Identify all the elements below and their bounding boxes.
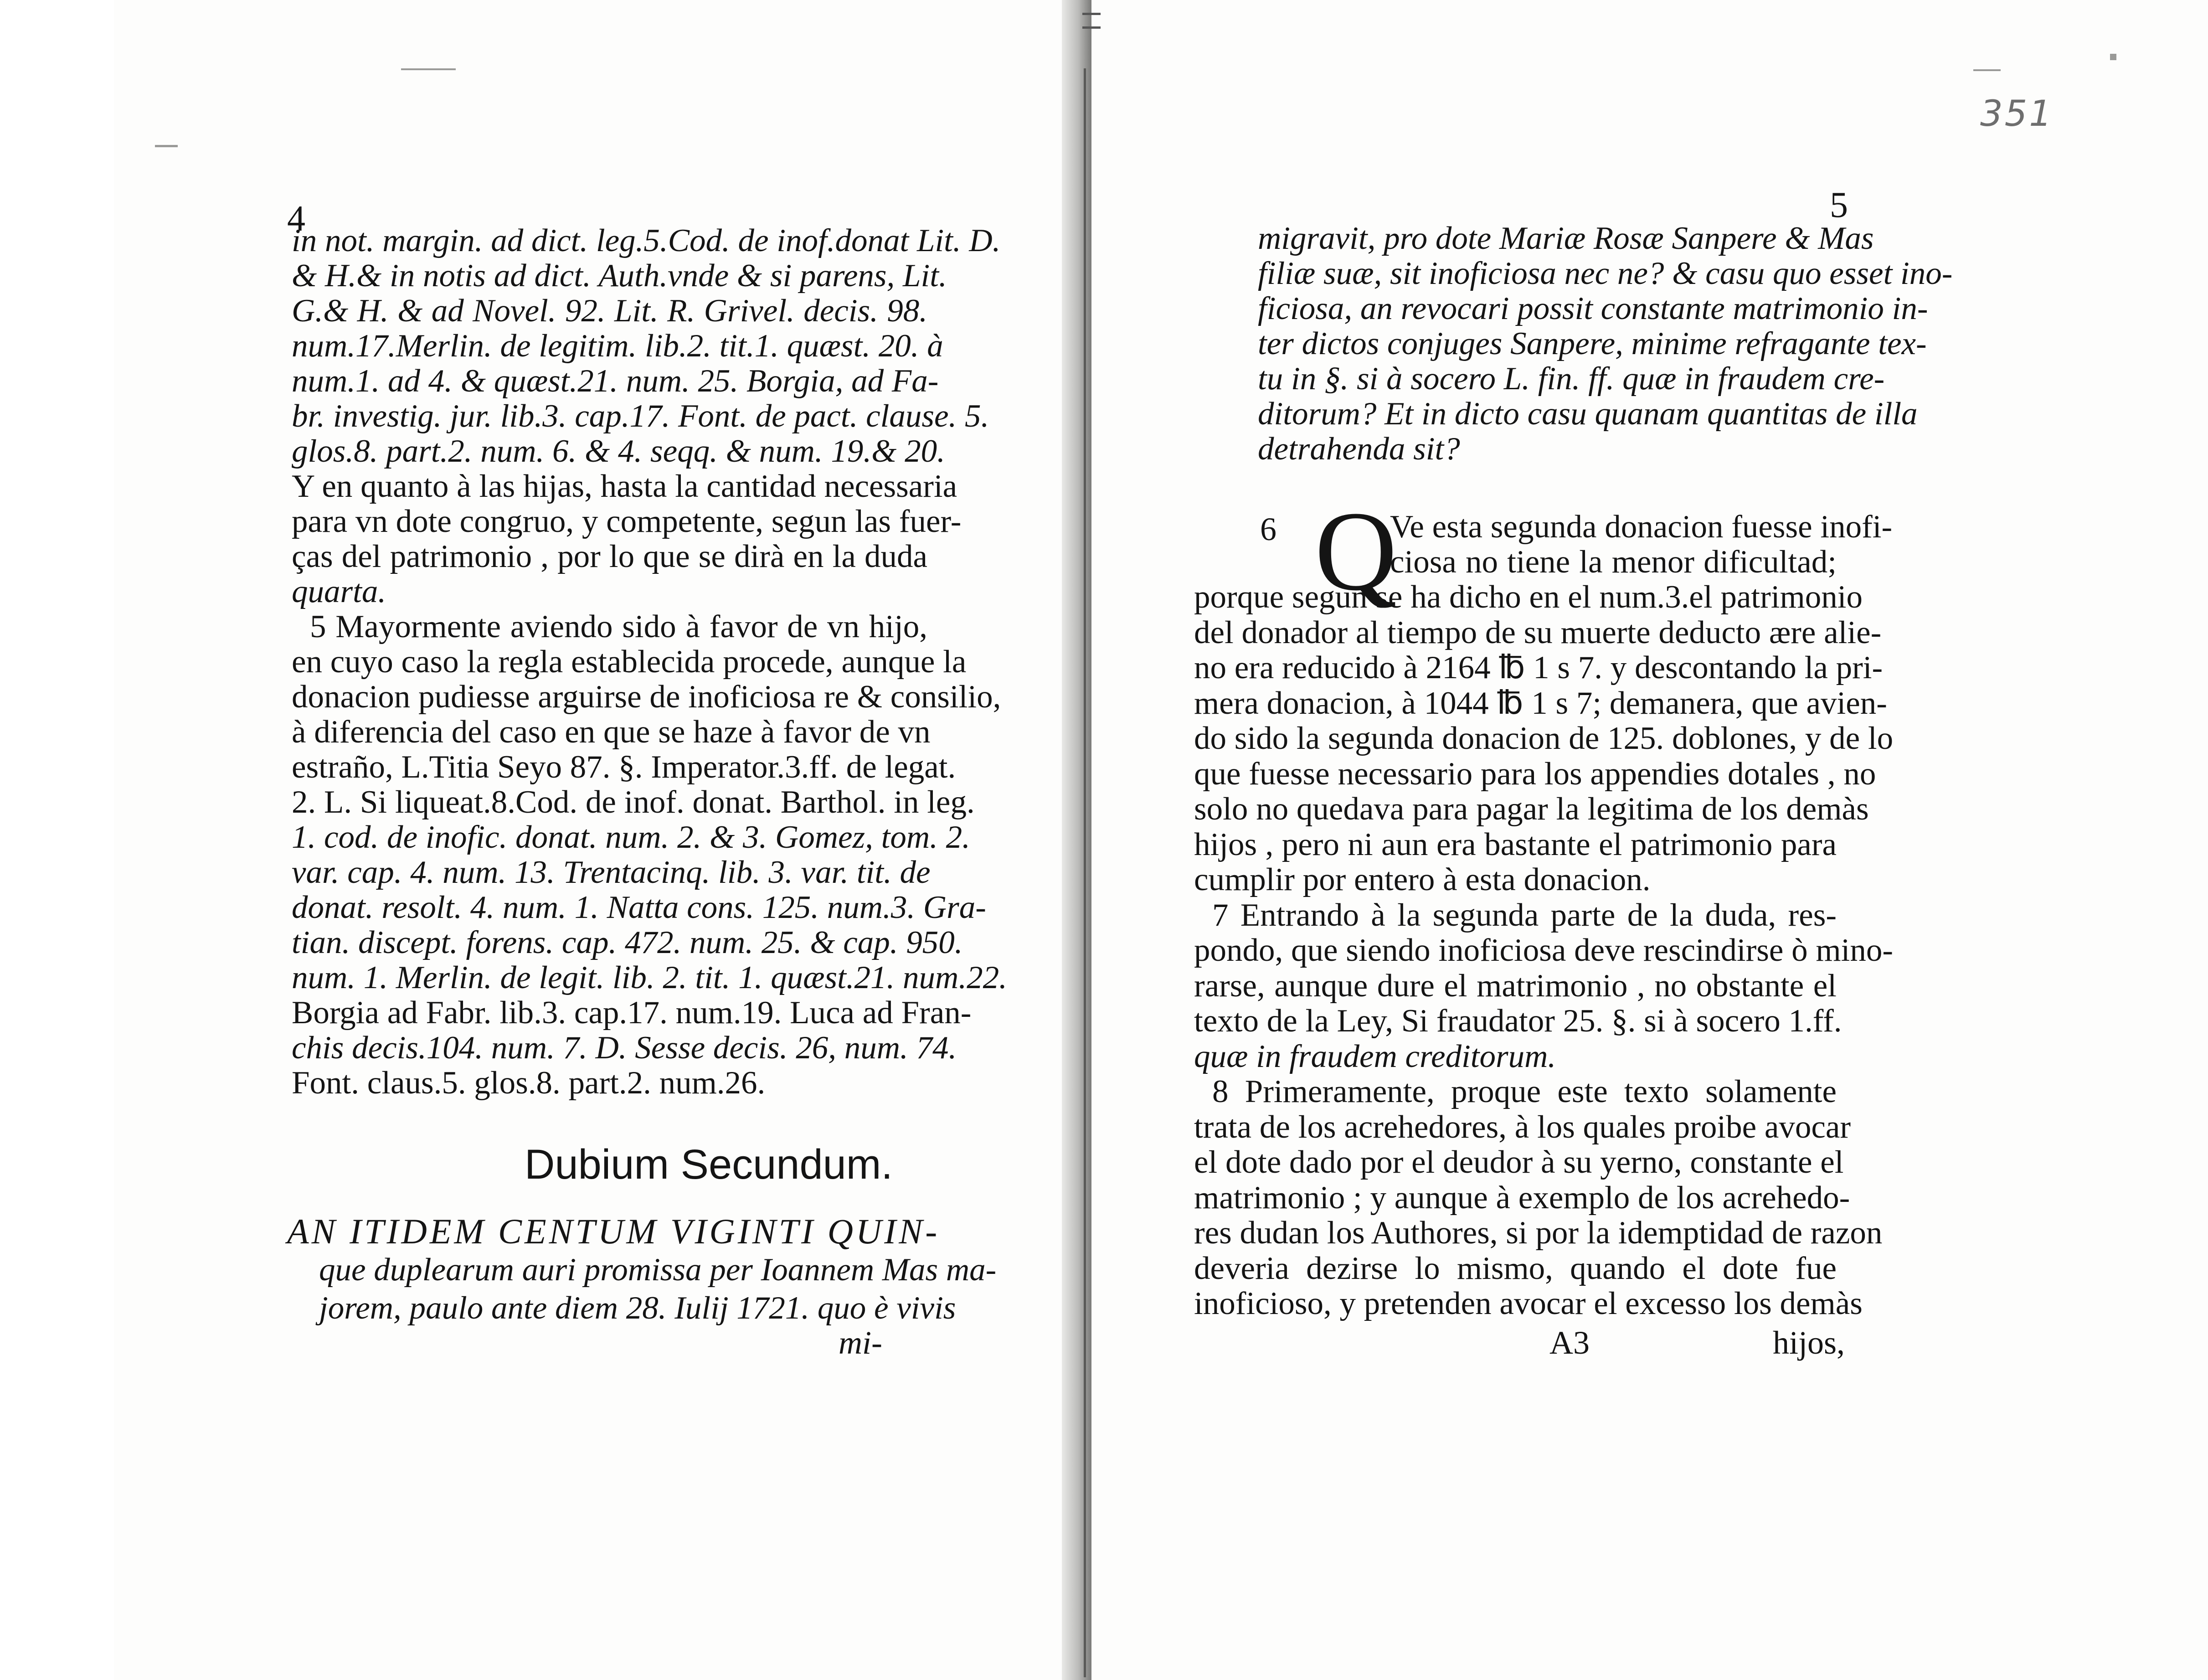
text-line: texto de la Ley, Si fraudator 25. §. si à socero 1.ff. <box>1194 1003 1842 1039</box>
text-line: chis decis.104. num. 7. D. Sesse decis. 26, num. 74. <box>292 1030 957 1066</box>
text-line: num.17.Merlin. de legitim. lib.2. tit.1. quæst. 20. à <box>292 328 943 364</box>
book-gutter <box>1062 0 1091 1680</box>
text-line: tian. discept. forens. cap. 472. num. 25. & cap. 950. <box>292 925 963 960</box>
paragraph-6-opening <box>1390 509 1893 580</box>
text-line: donacion pudiesse arguirse de inoficiosa re & consilio, <box>292 679 1001 715</box>
question-line: ter dictos conjuges Sanpere, minime refragante tex- <box>1258 326 1927 361</box>
text-line: solo no quedava para pagar la legitima de los demàs <box>1194 791 1869 827</box>
text-line: cumplir por entero à esta donacion. <box>1194 862 1651 897</box>
paragraph-number-6: 6 <box>1260 511 1276 547</box>
paper-speck <box>1973 69 2001 71</box>
question-line: filiæ suæ, sit inoficiosa nec ne? & casu quo esset ino- <box>1258 256 1953 291</box>
text-line: Borgia ad Fabr. lib.3. cap.17. num.19. Luca ad Fran- <box>292 995 972 1031</box>
section-heading: Dubium Secundum. <box>525 1141 893 1188</box>
left-page-number: 4 <box>287 199 305 239</box>
text-line: no era reducido à 2164 ℔ 1 s 7. y descontando la pri- <box>1194 650 1883 685</box>
text-line: 2. L. Si liqueat.8.Cod. de inof. donat. Barthol. in leg. <box>292 784 975 820</box>
text-line: el dote dado por el deudor à su yerno, constante el <box>1194 1144 1844 1180</box>
text-line: matrimonio ; y aunque à exemplo de los acrehedo- <box>1194 1180 1850 1216</box>
text-line: Font. claus.5. glos.8. part.2. num.26. <box>292 1065 766 1101</box>
text-line: num. 1. Merlin. de legit. lib. 2. tit. 1. quæst.21. num.22. <box>292 960 1007 995</box>
text-line: G.& H. & ad Novel. 92. Lit. R. Grivel. decis. 98. <box>292 293 927 329</box>
text-line: 8 Primeramente, proque este texto solamente <box>1212 1074 1837 1109</box>
text-line: quæ in fraudem creditorum. <box>1194 1038 1556 1074</box>
spine-mark <box>1082 13 1101 15</box>
text-line: ciosa no tiene la menor dificultad; <box>1390 544 1837 580</box>
left-text-column <box>292 223 1007 1101</box>
signature-mark: A3 <box>1549 1324 1590 1361</box>
text-line: deveria dezirse lo mismo, quando el dote fue <box>1194 1250 1837 1286</box>
text-line: rarse, aunque dure el matrimonio , no obstante el <box>1194 968 1837 1004</box>
text-line: ças del patrimonio , por lo que se dirà en la duda <box>292 539 927 574</box>
text-line: para vn dote congruo, y competente, segun las fuer- <box>292 504 962 539</box>
text-line: & H.& in notis ad dict. Auth.vnde & si parens, Lit. <box>292 258 947 294</box>
text-line: 5 Mayormente aviendo sido à favor de vn hijo, <box>310 609 927 644</box>
text-line: 1. cod. de inofic. donat. num. 2. & 3. Gomez, tom. 2. <box>292 819 970 855</box>
question-continuation <box>1258 221 1953 467</box>
question-line: detrahenda sit? <box>1258 431 1460 467</box>
text-line: donat. resolt. 4. num. 1. Natta cons. 125. num.3. Gra- <box>292 890 986 925</box>
section-question <box>287 1211 997 1327</box>
text-line: var. cap. 4. num. 13. Trentacinq. lib. 3. var. tit. de <box>292 855 931 890</box>
right-catchword: hijos, <box>1773 1324 1845 1361</box>
drop-capital: Q <box>1315 488 1397 614</box>
text-line: Ve esta segunda donacion fuesse inofi- <box>1390 509 1893 545</box>
manuscript-folio-number: 351 <box>1980 93 2054 134</box>
text-line: in not. margin. ad dict. leg.5.Cod. de inof.donat Lit. D. <box>292 223 1001 258</box>
text-line: trata de los acrehedores, à los quales proibe avocar <box>1194 1109 1851 1145</box>
text-line: estraño, L.Titia Seyo 87. §. Imperator.3.ff. de legat. <box>292 749 956 785</box>
text-line: porque segun se ha dicho en el num.3.el patrimonio <box>1194 579 1863 615</box>
text-line: do sido la segunda donacion de 125. doblones, y de lo <box>1194 721 1894 756</box>
paper-speck <box>155 145 178 147</box>
paper-speck <box>401 68 456 70</box>
question-line: AN ITIDEM CENTUM VIGINTI QUIN- <box>287 1211 940 1251</box>
question-line: ficiosa, an revocari possit constante matrimonio in- <box>1258 291 1928 326</box>
text-line: Y en quanto à las hijas, hasta la cantidad necessaria <box>292 469 957 504</box>
text-line: mera donacion, à 1044 ℔ 1 s 7; demanera, que avien- <box>1194 685 1887 721</box>
paper-speck <box>2110 54 2116 60</box>
question-line: ditorum? Et in dicto casu quanam quantitas de illa <box>1258 396 1918 432</box>
text-line: pondo, que siendo inoficiosa deve rescindirse ò mino- <box>1194 933 1894 968</box>
text-line: hijos , pero ni aun era bastante el patrimonio para <box>1194 826 1837 862</box>
question-line: migravit, pro dote Mariæ Rosæ Sanpere & Mas <box>1258 221 1874 256</box>
left-catchword: mi- <box>839 1324 882 1361</box>
text-line: num.1. ad 4. & quæst.21. num. 25. Borgia, ad Fa- <box>292 363 939 399</box>
text-line: inoficioso, y pretenden avocar el excesso los demàs <box>1194 1286 1863 1321</box>
text-line: glos.8. part.2. num. 6. & 4. seqq. & num. 19.& 20. <box>292 433 945 469</box>
text-line: del donador al tiempo de su muerte deducto ære alie- <box>1194 614 1882 650</box>
right-text-column <box>1194 579 1894 1322</box>
text-line: que fuesse necessario para los appendies dotales , no <box>1194 756 1876 792</box>
question-line: que duplearum auri promissa per Ioannem Mas ma- <box>319 1252 997 1288</box>
text-line: à diferencia del caso en que se haze à favor de vn <box>292 714 931 750</box>
text-line: 7 Entrando à la segunda parte de la duda, res- <box>1212 897 1837 933</box>
spine-line <box>1084 68 1086 1677</box>
text-line: quarta. <box>292 574 386 609</box>
question-line: tu in §. si à socero L. fin. ff. quæ in fraudem cre- <box>1258 361 1885 397</box>
text-line: br. investig. jur. lib.3. cap.17. Font. de pact. clause. 5. <box>292 398 989 434</box>
question-line: jorem, paulo ante diem 28. Iulij 1721. quo è vivis <box>319 1290 956 1326</box>
right-page-number: 5 <box>1830 185 1848 225</box>
spine-mark <box>1082 26 1101 29</box>
text-line: en cuyo caso la regla establecida procede, aunque la <box>292 644 967 680</box>
text-line: res dudan los Authores, si por la idemptidad de razon <box>1194 1215 1883 1251</box>
